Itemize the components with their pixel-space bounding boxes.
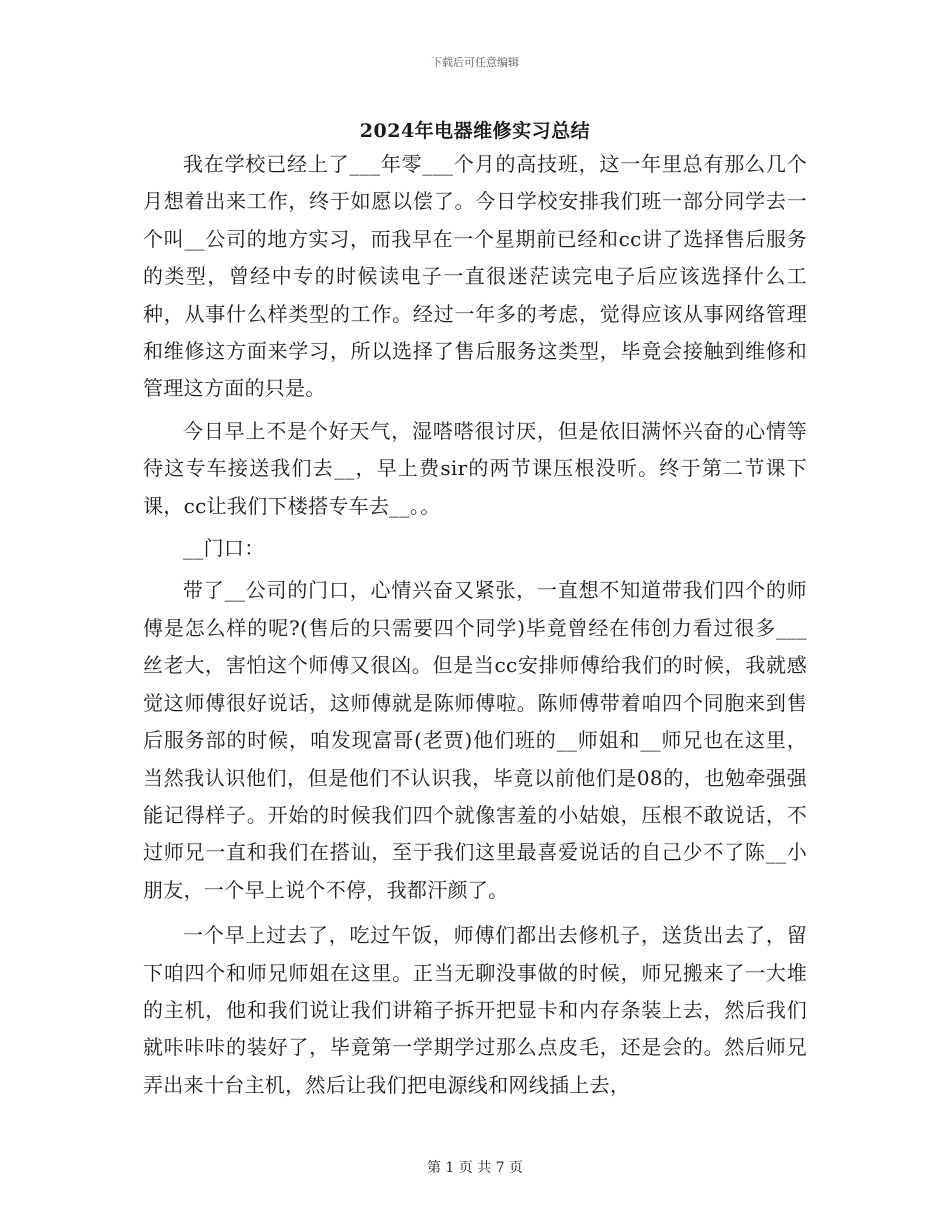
page-indicator: 第 1 页 共 7 页: [426, 1160, 524, 1176]
paragraph-3: __门口：: [183, 536, 265, 561]
document-body: [143, 146, 807, 1104]
header-note: 下载后可任意编辑: [431, 56, 519, 69]
paragraph-5: 一个早上过去了，吃过午饭，师傅们都出去修机子，送货出去了，留下咱四个和师兄师姐在这里。正当无聊没事做的时候，师兄搬来了一大堆的主机，他和我们说让我们讲箱子拆开把显卡和内存条装上去，然后我们就咔咔咔的装好了，毕竟第一学期学过那么点皮毛，还是会的。然后师兄弄出来十台主机，然后让我们把电源线和网线插上去，: [143, 923, 807, 1097]
paragraph-2: 今日早上不是个好天气，湿嗒嗒很讨厌，但是依旧满怀兴奋的心情等待这专车接送我们去__，早上费sir的两节课压根没听。终于第二节课下课，cc让我们下楼搭专车去__。。: [143, 418, 807, 518]
paragraph-4: 带了__公司的门口，心情兴奋又紧张，一直想不知道带我们四个的师傅是怎么样的呢?(售后的只需要四个同学)毕竟曾经在伟创力看过很多___丝老大，害怕这个师傅又很凶。但是当cc安排师傅给我们的时候，我就感觉这师傅很好说话，这师傅就是陈师傅啦。陈师傅带着咱四个同胞来到售后服务部的时候，咱发现富哥(老贾)他们班的__师姐和__师兄也在这里，当然我认识他们，但是他们不认识我，毕竟以前他们是08的，也勉牵强强能记得样子。开始的时候我们四个就像害羞的小姑娘，压根不敢说话，不过师兄一直和我们在搭讪，至于我们这里最喜爱说话的自己少不了陈__小朋友，一个早上说个不停，我都汗颜了。: [143, 578, 807, 902]
paragraph-1: 我在学校已经上了___年零___个月的高技班，这一年里总有那么几个月想着出来工作，终于如愿以偿了。今日学校安排我们班一部分同学去一个叫__公司的地方实习，而我早在一个星期前已经和cc讲了选择售后服务的类型，曾经中专的时候读电子一直很迷茫读完电子后应该选择什么工种，从事什么样类型的工作。经过一年多的考虑，觉得应该从事网络管理和维修这方面来学习，所以选择了售后服务这类型，毕竟会接触到维修和管理这方面的只是。: [143, 152, 807, 401]
document-title: 2024年电器维修实习总结: [359, 120, 591, 142]
